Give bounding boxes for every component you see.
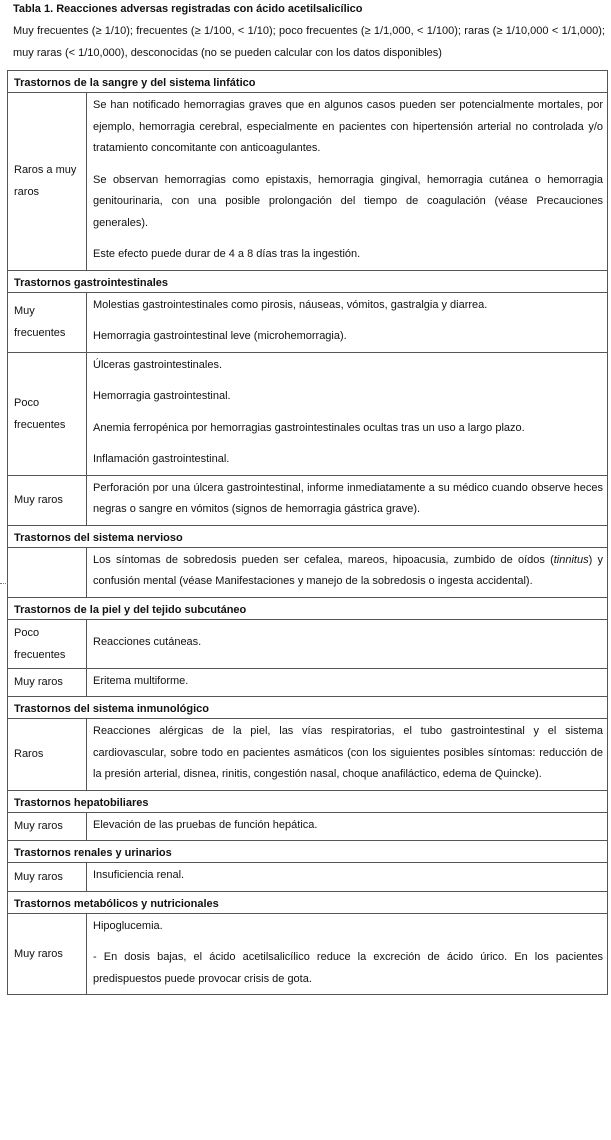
frequency-cell: Poco frecuentes xyxy=(8,352,87,475)
description-cell xyxy=(87,913,608,995)
description-paragraph: Anemia ferropénica por hemorragias gastrointestinales ocultas tras un uso a largo plazo. xyxy=(93,421,525,434)
description-cell xyxy=(87,863,608,892)
section-header-row xyxy=(8,71,608,93)
section-header-row xyxy=(8,597,608,619)
adverse-reactions-table-body xyxy=(8,71,608,995)
description-paragraph: Este efecto puede durar de 4 a 8 días tras la ingestión. xyxy=(93,248,361,260)
description-paragraph: Inflamación gastrointestinal. xyxy=(93,453,230,465)
table-row xyxy=(8,93,608,271)
frequency-cell: Muy raros xyxy=(8,863,87,892)
description-paragraph: - En dosis bajas, el ácido acetilsalicílico reduce la excreción de ácido úrico. En los pacientes predispuestos puede provocar crisis de gota. xyxy=(93,951,604,985)
table-row xyxy=(8,547,608,597)
table-row xyxy=(8,719,608,791)
frequency-cell: Muy raros xyxy=(8,475,87,525)
description-paragraph: Eritema multiforme. xyxy=(93,674,189,687)
section-title: Trastornos metabólicos y nutricionales xyxy=(8,891,608,913)
frequency-cell: Muy raros xyxy=(8,668,87,697)
table-row xyxy=(8,863,608,892)
section-title: Trastornos hepatobiliares xyxy=(8,790,608,812)
description-paragraph: Se han notificado hemorragias graves que en algunos casos pueden ser potencialmente mortales, por ejemplo, hemorragia cerebral, especialmente en pacientes con hipertensión arterial no controlada y/o tratamiento concomitante con anticoagulantes. xyxy=(93,99,604,154)
section-header-row xyxy=(8,270,608,292)
frequency-cell: Muy frecuentes xyxy=(8,292,87,352)
description-cell xyxy=(87,668,608,697)
description-cell xyxy=(87,93,608,271)
section-header-row xyxy=(8,841,608,863)
section-header-row xyxy=(8,790,608,812)
description-paragraph: Hipoglucemia. xyxy=(93,919,163,932)
table-row xyxy=(8,292,608,352)
description-paragraph: Elevación de las pruebas de función hepática. xyxy=(93,818,318,831)
description-paragraph: Insuficiencia renal. xyxy=(93,869,185,881)
table-caption: Tabla 1. Reacciones adversas registradas con ácido acetilsalicílico xyxy=(13,3,363,15)
table-row xyxy=(8,475,608,525)
section-header-row xyxy=(8,697,608,719)
description-paragraph: Los síntomas de sobredosis pueden ser cefalea, mareos, hipoacusia, zumbido de oídos (tinnitus) y confusión mental (véase Manifestaciones y manejo de la sobredosis o ingesta accidental). xyxy=(93,553,603,587)
table-row xyxy=(8,913,608,995)
description-paragraph: Hemorragia gastrointestinal leve (microhemorragia). xyxy=(93,330,347,342)
section-title: Trastornos gastrointestinales xyxy=(8,270,608,292)
page-break-marker xyxy=(0,583,8,584)
frequency-cell: Raros xyxy=(8,719,87,791)
description-paragraph: Reacciones cutáneas. xyxy=(93,635,202,648)
table-row xyxy=(8,619,608,668)
table-row xyxy=(8,812,608,841)
description-paragraph: Perforación por una úlcera gastrointestinal, informe inmediatamente a su médico cuando observe heces negras o sangre en vómitos (signos de hemorragia gástrica grave). xyxy=(93,481,604,515)
section-title: Trastornos de la sangre y del sistema linfático xyxy=(8,71,608,93)
table-row xyxy=(8,668,608,697)
description-cell xyxy=(87,292,608,352)
section-header-row xyxy=(8,891,608,913)
frequency-cell: Poco frecuentes xyxy=(8,619,87,668)
frequency-cell: Raros a muy raros xyxy=(8,93,87,271)
frequency-legend: Muy frecuentes (≥ 1/10); frecuentes (≥ 1/100, < 1/10); poco frecuentes (≥ 1/1,000, < 1/100); raras (≥ 1/10,000 < 1/1,000); muy raras (< 1/10,000), desconocidas (no se pueden calcular con los datos disponibles) xyxy=(13,25,605,59)
italic-term: tinnitus xyxy=(553,553,589,566)
section-title: Trastornos del sistema nervioso xyxy=(8,525,608,547)
frequency-cell xyxy=(8,547,87,597)
description-paragraph: Úlceras gastrointestinales. xyxy=(93,358,223,371)
frequency-cell: Muy raros xyxy=(8,913,87,995)
section-header-row xyxy=(8,525,608,547)
description-cell xyxy=(87,352,608,475)
description-cell xyxy=(87,619,608,668)
adverse-reactions-table xyxy=(7,70,608,995)
description-cell xyxy=(87,812,608,841)
description-paragraph: Se observan hemorragias como epistaxis, hemorragia gingival, hemorragia cutánea o hemorragia genitourinaria, con una posible prolongación del tiempo de coagulación (véase Precauciones generales). xyxy=(93,173,604,229)
description-paragraph: Reacciones alérgicas de la piel, las vías respiratorias, el tubo gastrointestinal y el sistema cardiovascular, sobre todo en pacientes asmáticos (con los siguientes posibles síntomas: reducción de la presión arterial, disnea, rinitis, congestión nasal, choque anafiláctico, edema de Quincke). xyxy=(93,725,604,780)
description-paragraph: Molestias gastrointestinales como pirosis, náuseas, vómitos, gastralgia y diarrea. xyxy=(93,298,488,311)
description-cell xyxy=(87,547,608,597)
description-cell xyxy=(87,719,608,791)
section-title: Trastornos renales y urinarios xyxy=(8,841,608,863)
frequency-cell: Muy raros xyxy=(8,812,87,841)
section-title: Trastornos de la piel y del tejido subcutáneo xyxy=(8,597,608,619)
section-title: Trastornos del sistema inmunológico xyxy=(8,697,608,719)
description-paragraph: Hemorragia gastrointestinal. xyxy=(93,390,231,402)
description-cell xyxy=(87,475,608,525)
table-row xyxy=(8,352,608,475)
